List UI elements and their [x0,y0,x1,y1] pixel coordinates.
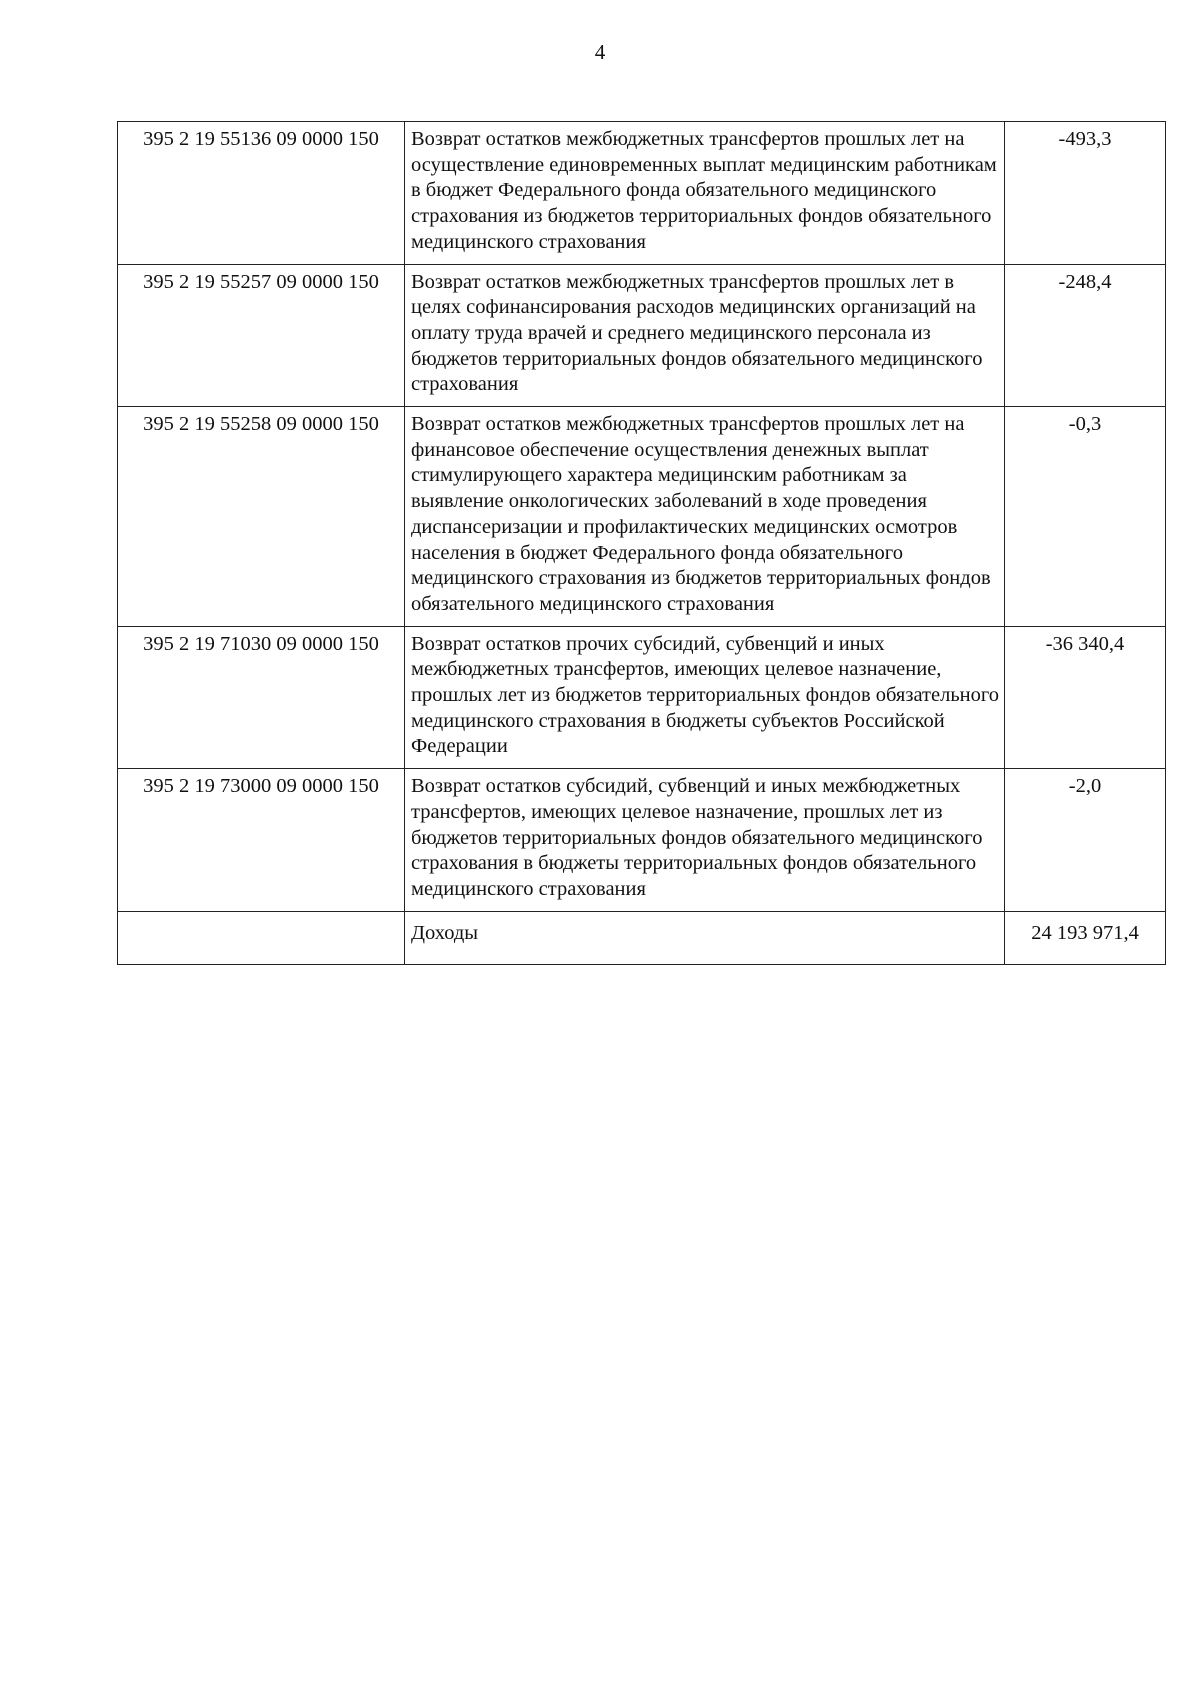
revenue-name-cell: Возврат остатков межбюджетных трансфертов прошлых лет в целях софинансирования расходов медицинских организаций на оплату труда врачей и среднего медицинского персонала из бюджетов территориальных фондов обязательного медицинского страхования [405,264,1005,407]
table-row [118,122,1166,265]
amount-cell: -2,0 [1005,769,1166,912]
amount-cell: -0,3 [1005,407,1166,627]
amount-cell: -493,3 [1005,122,1166,265]
amount-cell: -248,4 [1005,264,1166,407]
total-label-cell: Доходы [405,911,1005,964]
revenue-name-cell: Возврат остатков прочих субсидий, субвенций и иных межбюджетных трансфертов, имеющих целевое назначение, прошлых лет из бюджетов территориальных фондов обязательного медицинского страхования в бюджеты субъектов Российской Федерации [405,626,1005,769]
table-row [118,626,1166,769]
table-row [118,769,1166,912]
budget-code-cell: 395 2 19 73000 09 0000 150 [118,769,405,912]
revenue-name-cell: Возврат остатков субсидий, субвенций и иных межбюджетных трансфертов, имеющих целевое назначение, прошлых лет из бюджетов территориальных фондов обязательного медицинского страхования в бюджеты территориальных фондов обязательного медицинского страхования [405,769,1005,912]
total-row [118,911,1166,964]
budget-code-cell: 395 2 19 55257 09 0000 150 [118,264,405,407]
revenue-name-cell: Возврат остатков межбюджетных трансфертов прошлых лет на финансовое обеспечение осуществления денежных выплат стимулирующего характера медицинским работникам за выявление онкологических заболеваний в ходе проведения диспансеризации и профилактических медицинских осмотров населения в бюджет Федерального фонда обязательного медицинского страхования из бюджетов территориальных фондов обязательного медицинского страхования [405,407,1005,627]
total-amount-cell: 24 193 971,4 [1005,911,1166,964]
budget-revenue-table [117,121,1166,965]
total-code-cell [118,911,405,964]
budget-code-cell: 395 2 19 55136 09 0000 150 [118,122,405,265]
budget-code-cell: 395 2 19 71030 09 0000 150 [118,626,405,769]
revenue-name-cell: Возврат остатков межбюджетных трансфертов прошлых лет на осуществление единовременных выплат медицинским работникам в бюджет Федерального фонда обязательного медицинского страхования из бюджетов территориальных фондов обязательного медицинского страхования [405,122,1005,265]
table-row [118,407,1166,627]
budget-code-cell: 395 2 19 55258 09 0000 150 [118,407,405,627]
amount-cell: -36 340,4 [1005,626,1166,769]
page-number: 4 [594,40,606,64]
table-row [118,264,1166,407]
